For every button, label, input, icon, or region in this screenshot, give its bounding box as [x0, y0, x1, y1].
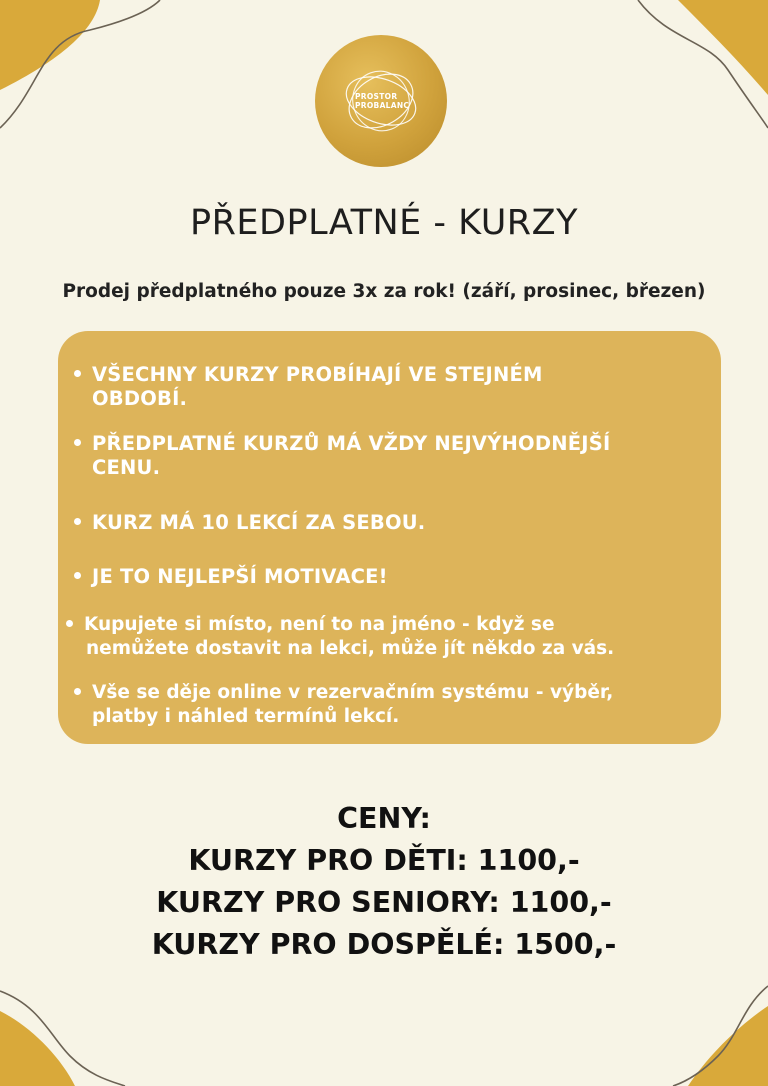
- feature-line: JE TO NEJLEPŠÍ MOTIVACE!: [92, 565, 388, 588]
- bullet-dot-icon: [74, 572, 81, 579]
- price-children: KURZY PRO DĚTI: 1100,-: [188, 844, 580, 877]
- feature-line: Kupujete si místo, není to na jméno - když se: [84, 614, 555, 635]
- corner-decoration-top-left: [0, 0, 170, 140]
- price-adults: KURZY PRO DOSPĚLÉ: 1500,-: [151, 928, 617, 961]
- bullet-dot-icon: [74, 370, 81, 377]
- feature-line: platby i náhled termínů lekcí.: [92, 706, 400, 727]
- bullet-dot-icon: [66, 620, 73, 627]
- feature-line: VŠECHNY KURZY PROBÍHAJÍ VE STEJNÉM: [92, 363, 543, 386]
- bullet-dot-icon: [74, 688, 81, 695]
- price-seniors: KURZY PRO SENIORY: 1100,-: [156, 886, 612, 919]
- feature-line: nemůžete dostavit na lekci, může jít někdo za vás.: [86, 638, 615, 659]
- corner-decoration-bottom-left: [0, 976, 140, 1086]
- page-title: PŘEDPLATNÉ - KURZY: [190, 203, 578, 243]
- bullet-dot-icon: [74, 518, 81, 525]
- feature-line: Vše se děje online v rezervačním systému - výběr,: [92, 682, 614, 703]
- corner-decoration-top-right: [598, 0, 768, 140]
- corner-decoration-bottom-right: [648, 976, 768, 1086]
- prices-section: [0, 798, 768, 966]
- feature-line: CENU.: [92, 456, 161, 479]
- feature-line: OBDOBÍ.: [92, 387, 188, 410]
- bullet-dot-icon: [74, 439, 81, 446]
- prices-heading: CENY:: [337, 802, 431, 835]
- features-card: [58, 331, 721, 744]
- logo-badge: [315, 35, 447, 167]
- page-subtitle: Prodej předplatného pouze 3x za rok! (září, prosinec, březen): [62, 281, 706, 302]
- logo-text: [355, 92, 409, 110]
- feature-line: PŘEDPLATNÉ KURZŮ MÁ VŽDY NEJVÝHODNĚJŠÍ: [92, 432, 611, 455]
- feature-line: KURZ MÁ 10 LEKCÍ ZA SEBOU.: [92, 511, 426, 534]
- logo-line-2: PROBALANC: [355, 101, 410, 110]
- logo-line-1: PROSTOR: [355, 92, 398, 101]
